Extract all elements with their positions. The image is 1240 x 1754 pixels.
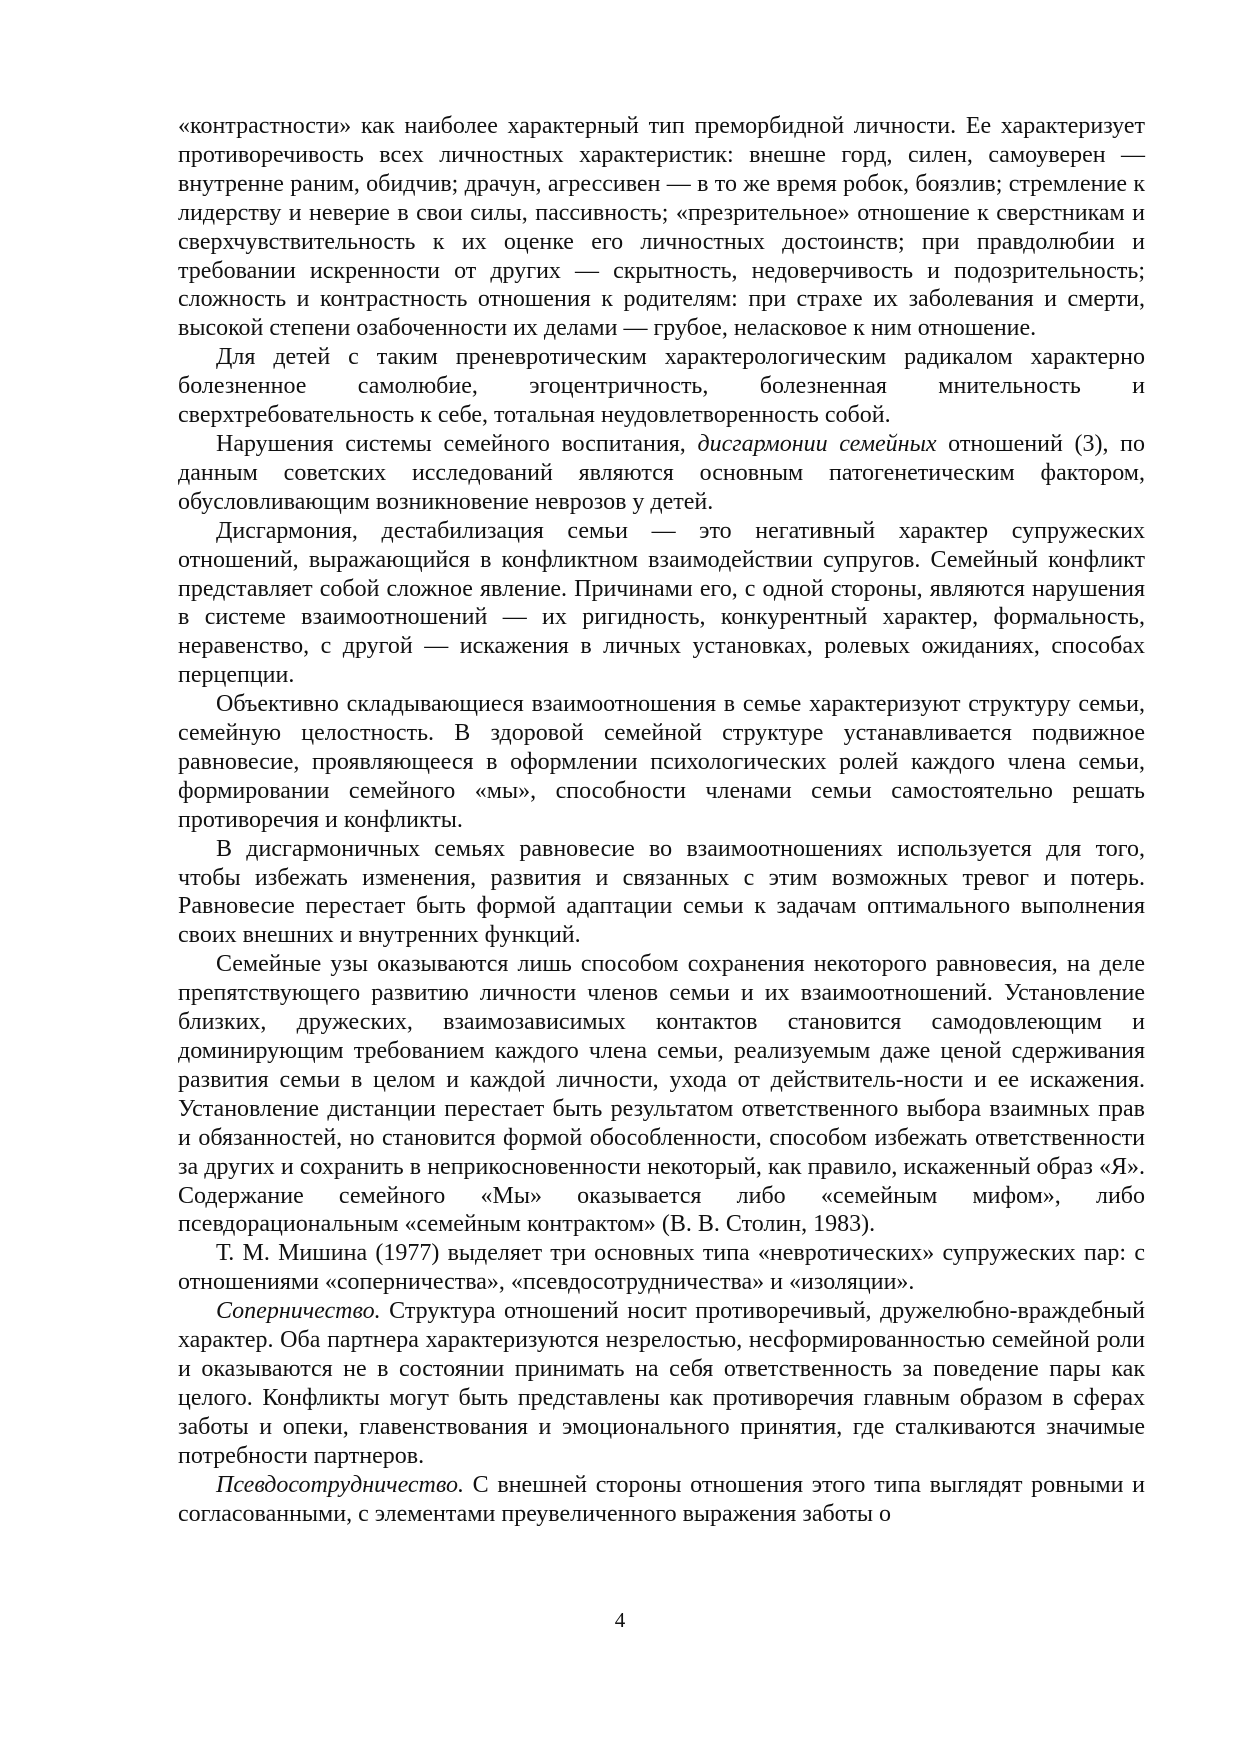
paragraph-preneurotic-radical: Для детей с таким преневротическим характерологическим радикалом характерно болезненное самолюбие, эгоцентричность, болезненная мнительность и сверхтребовательность к себе, тотальная неудовлетворенность собой. [178, 344, 1145, 429]
paragraph-pseudo-cooperation [178, 1471, 1145, 1529]
paragraph-text-segment: отношений (3), по данным советских исследований являются основным патогенетическим фактором, обусловливающим возникновение неврозов у детей. [178, 430, 1146, 515]
paragraph-family-ties: Семейные узы оказываются лишь способом сохранения некоторого равновесия, на деле препятствующего развитию личности членов семьи и их взаимоотношений. Установление близких, дружеских, взаимозависимых контактов становится самодовлеющим и доминирующим требованием каждого члена семьи, реализуемым даже ценой сдерживания развития семьи в целом и каждой личности, ухода от действитель-ности и ее искажения. Установление дистанции перестает быть результатом ответственного выбора взаимных прав и обязанностей, но становится формой обособленности, способом избежать ответственности за других и сохранить в неприкосновенности некоторый, как правило, искаженный образ «Я». Содержание семейного «Мы» оказывается либо «семейным мифом», либо псевдорациональным «семейным контрактом» (В. В. Столин, 1983). [178, 951, 1145, 1238]
paragraph-text-segment: С внешней стороны отношения этого типа выглядят ровными и согласованными, с элементами преувеличенного выражения заботы о [178, 1471, 1145, 1527]
paragraph-disharmonious-families: В дисгармоничных семьях равновесие во взаимоотношениях используется для того, чтобы избежать изменения, развития и связанных с этим возможных тревог и потерь. Равновесие перестает быть формой адаптации семьи к задачам оптимального выполнения своих внешних и внутренних функций. [178, 835, 1145, 949]
italic-term-family-disharmony: дисгармонии семейных [697, 430, 937, 457]
paragraph-mishina-types: Т. М. Мишина (1977) выделяет три основных типа «невротических» супружеских пар: с отношениями «соперничества», «псевдосотрудничества» и «изоляции». [178, 1240, 1145, 1296]
italic-term-rivalry: Соперничество. [216, 1298, 381, 1325]
page-number: 4 [614, 1608, 626, 1632]
paragraph-contrast-personality: «контрастности» как наиболее характерный тип преморбидной личности. Ее характеризует противоречивость всех личностных характеристик: внешне горд, силен, самоуверен — внутренне раним, обидчив; драчун, агрессивен — в то же время робок, боязлив; стремление к лидерству и неверие в свои силы, пассивность; «презрительное» отношение к сверстникам и сверхчувствительность к их оценке его личностных достоинств; при правдолюбии и требовании искренности от других — скрытность, недоверчивость и подозрительность; сложность и контрастность отношения к родителям: при страхе их заболевания и смерти, высокой степени озабоченности их делами — грубое, неласковое к ним отношение. [178, 113, 1145, 342]
italic-term-pseudo-cooperation: Псевдосотрудничество. [216, 1471, 464, 1498]
paragraph-destabilization: Дисгармония, дестабилизация семьи — это негативный характер супружеских отношений, выражающийся в конфликтном взаимодействии супругов. Семейный конфликт представляет собой сложное явление. Причинами его, с одной стороны, являются нарушения в системе взаимоотношений — их ригидность, конкурентный характер, формальность, неравенство, с другой — искажения в личных установках, ролевых ожиданиях, способах перцепции. [178, 517, 1145, 689]
paragraph-text-segment: Нарушения системы семейного воспитания, [216, 430, 698, 457]
paragraph-rivalry [178, 1297, 1145, 1470]
paragraph-text-segment: Структура отношений носит противоречивый, дружелюбно-враждебный характер. Оба партнера характеризуются незрелостью, несформированностью семейной роли и оказываются не в состоянии принимать на себя ответственность за поведение пары как целого. Конфликты могут быть представлены как противоречия главным образом в сферах заботы и опеки, главенствования и эмоционального принятия, где сталкиваются значимые потребности партнеров. [178, 1298, 1145, 1469]
paragraph-family-disharmony [178, 430, 1145, 517]
document-page [178, 112, 1145, 1528]
paragraph-family-structure: Объективно складывающиеся взаимоотношения в семье характеризуют структуру семьи, семейную целостность. В здоровой семейной структуре устанавливается подвижное равновесие, проявляющееся в оформлении психологических ролей каждого члена семьи, формировании семейного «мы», способности членами семьи самостоятельно решать противоречия и конфликты. [178, 691, 1145, 833]
